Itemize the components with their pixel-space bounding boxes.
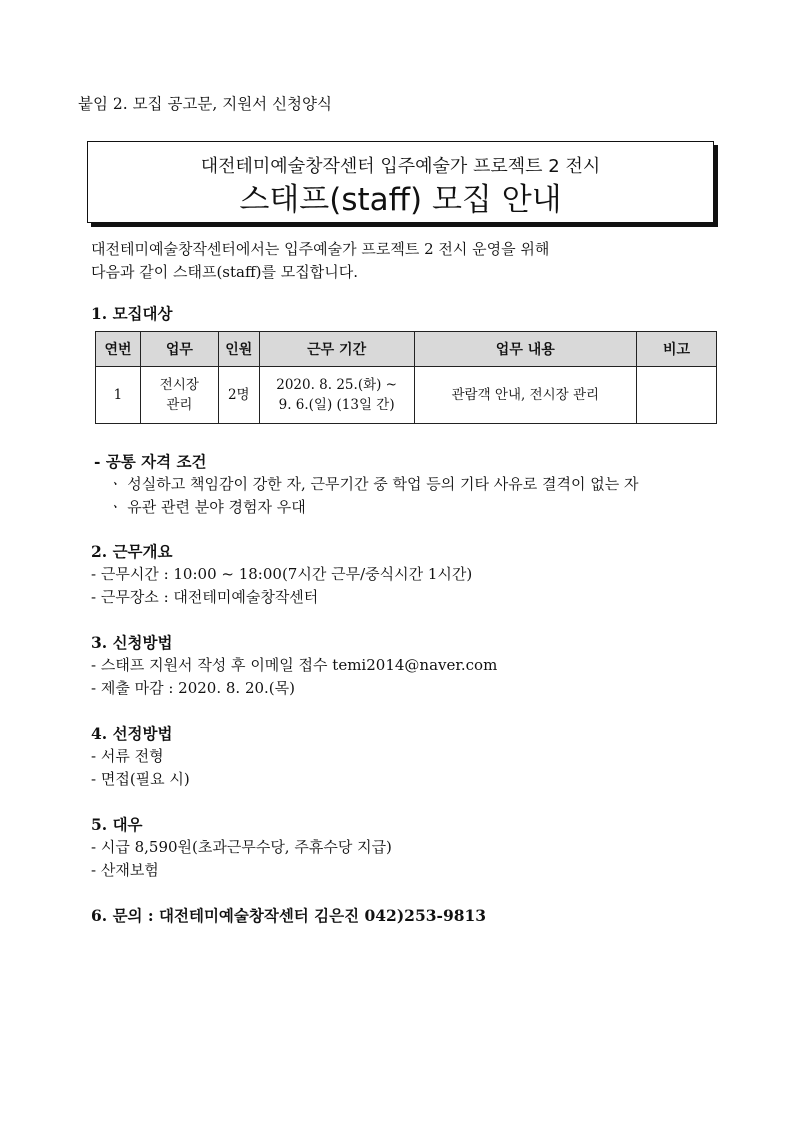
header-task: 업무 (140, 332, 218, 367)
cell-period-line-1: 2020. 8. 25.(화) ~ (276, 377, 397, 393)
contact-line: 6. 문의 : 대전테미예술창작센터 김은진 042)253-9813 (91, 906, 487, 925)
intro-line-2: 다음과 같이 스태프(staff)를 모집합니다. (91, 263, 358, 281)
header-no: 연번 (96, 332, 141, 367)
section-4-item: - 서류 전형 (91, 747, 164, 765)
cell-note (637, 367, 717, 424)
section-3-item: - 제출 마감 : 2020. 8. 20.(목) (91, 679, 295, 697)
section-5-item: - 시급 8,590원(초과근무수당, 주휴수당 지급) (91, 838, 392, 856)
cell-task-line-1: 전시장 (159, 377, 199, 393)
section-2-item: - 근무장소 : 대전테미예술창작센터 (91, 588, 319, 606)
attachment-label: 붙임 2. 모집 공고문, 지원서 신청양식 (78, 95, 332, 113)
document-title: 스태프(staff) 모집 안내 (239, 182, 562, 218)
recruitment-table (95, 331, 717, 424)
cell-period-line-2: 9. 6.(일) (13일 간) (278, 397, 395, 413)
section-4-item: - 면접(필요 시) (91, 770, 190, 788)
cell-period (259, 367, 414, 424)
section-4-heading: 4. 선정방법 (91, 724, 173, 743)
document-subtitle: 대전테미예술창작센터 입주예술가 프로젝트 2 전시 (200, 156, 601, 177)
qualification-item: ㆍ 성실하고 책임감이 강한 자, 근무기간 중 학업 등의 기타 사유로 결격이 없는 자 (108, 475, 639, 493)
qualification-item: ㆍ 유관 관련 분야 경험자 우대 (108, 498, 306, 516)
header-count: 인원 (218, 332, 259, 367)
table-header-row (96, 332, 717, 367)
header-note: 비고 (637, 332, 717, 367)
intro-line-1: 대전테미예술창작센터에서는 입주예술가 프로젝트 2 전시 운영을 위해 (91, 240, 550, 258)
section-2-heading: 2. 근무개요 (91, 542, 173, 561)
cell-task-line-2: 관리 (166, 397, 193, 413)
cell-content: 관람객 안내, 전시장 관리 (414, 367, 637, 424)
header-period: 근무 기간 (259, 332, 414, 367)
header-content: 업무 내용 (414, 332, 637, 367)
section-3-heading: 3. 신청방법 (91, 633, 173, 652)
section-1-heading: 1. 모집대상 (91, 304, 173, 323)
qualifications-heading: - 공통 자격 조건 (94, 452, 207, 471)
section-3-item: - 스태프 지원서 작성 후 이메일 접수 temi2014@naver.com (91, 656, 498, 674)
section-2-item: - 근무시간 : 10:00 ~ 18:00(7시간 근무/중식시간 1시간) (91, 565, 473, 583)
cell-task (140, 367, 218, 424)
cell-no: 1 (96, 367, 141, 424)
cell-count: 2명 (218, 367, 259, 424)
table-row (96, 367, 717, 424)
title-box (87, 141, 714, 223)
section-5-heading: 5. 대우 (91, 815, 143, 834)
section-5-item: - 산재보험 (91, 861, 159, 879)
